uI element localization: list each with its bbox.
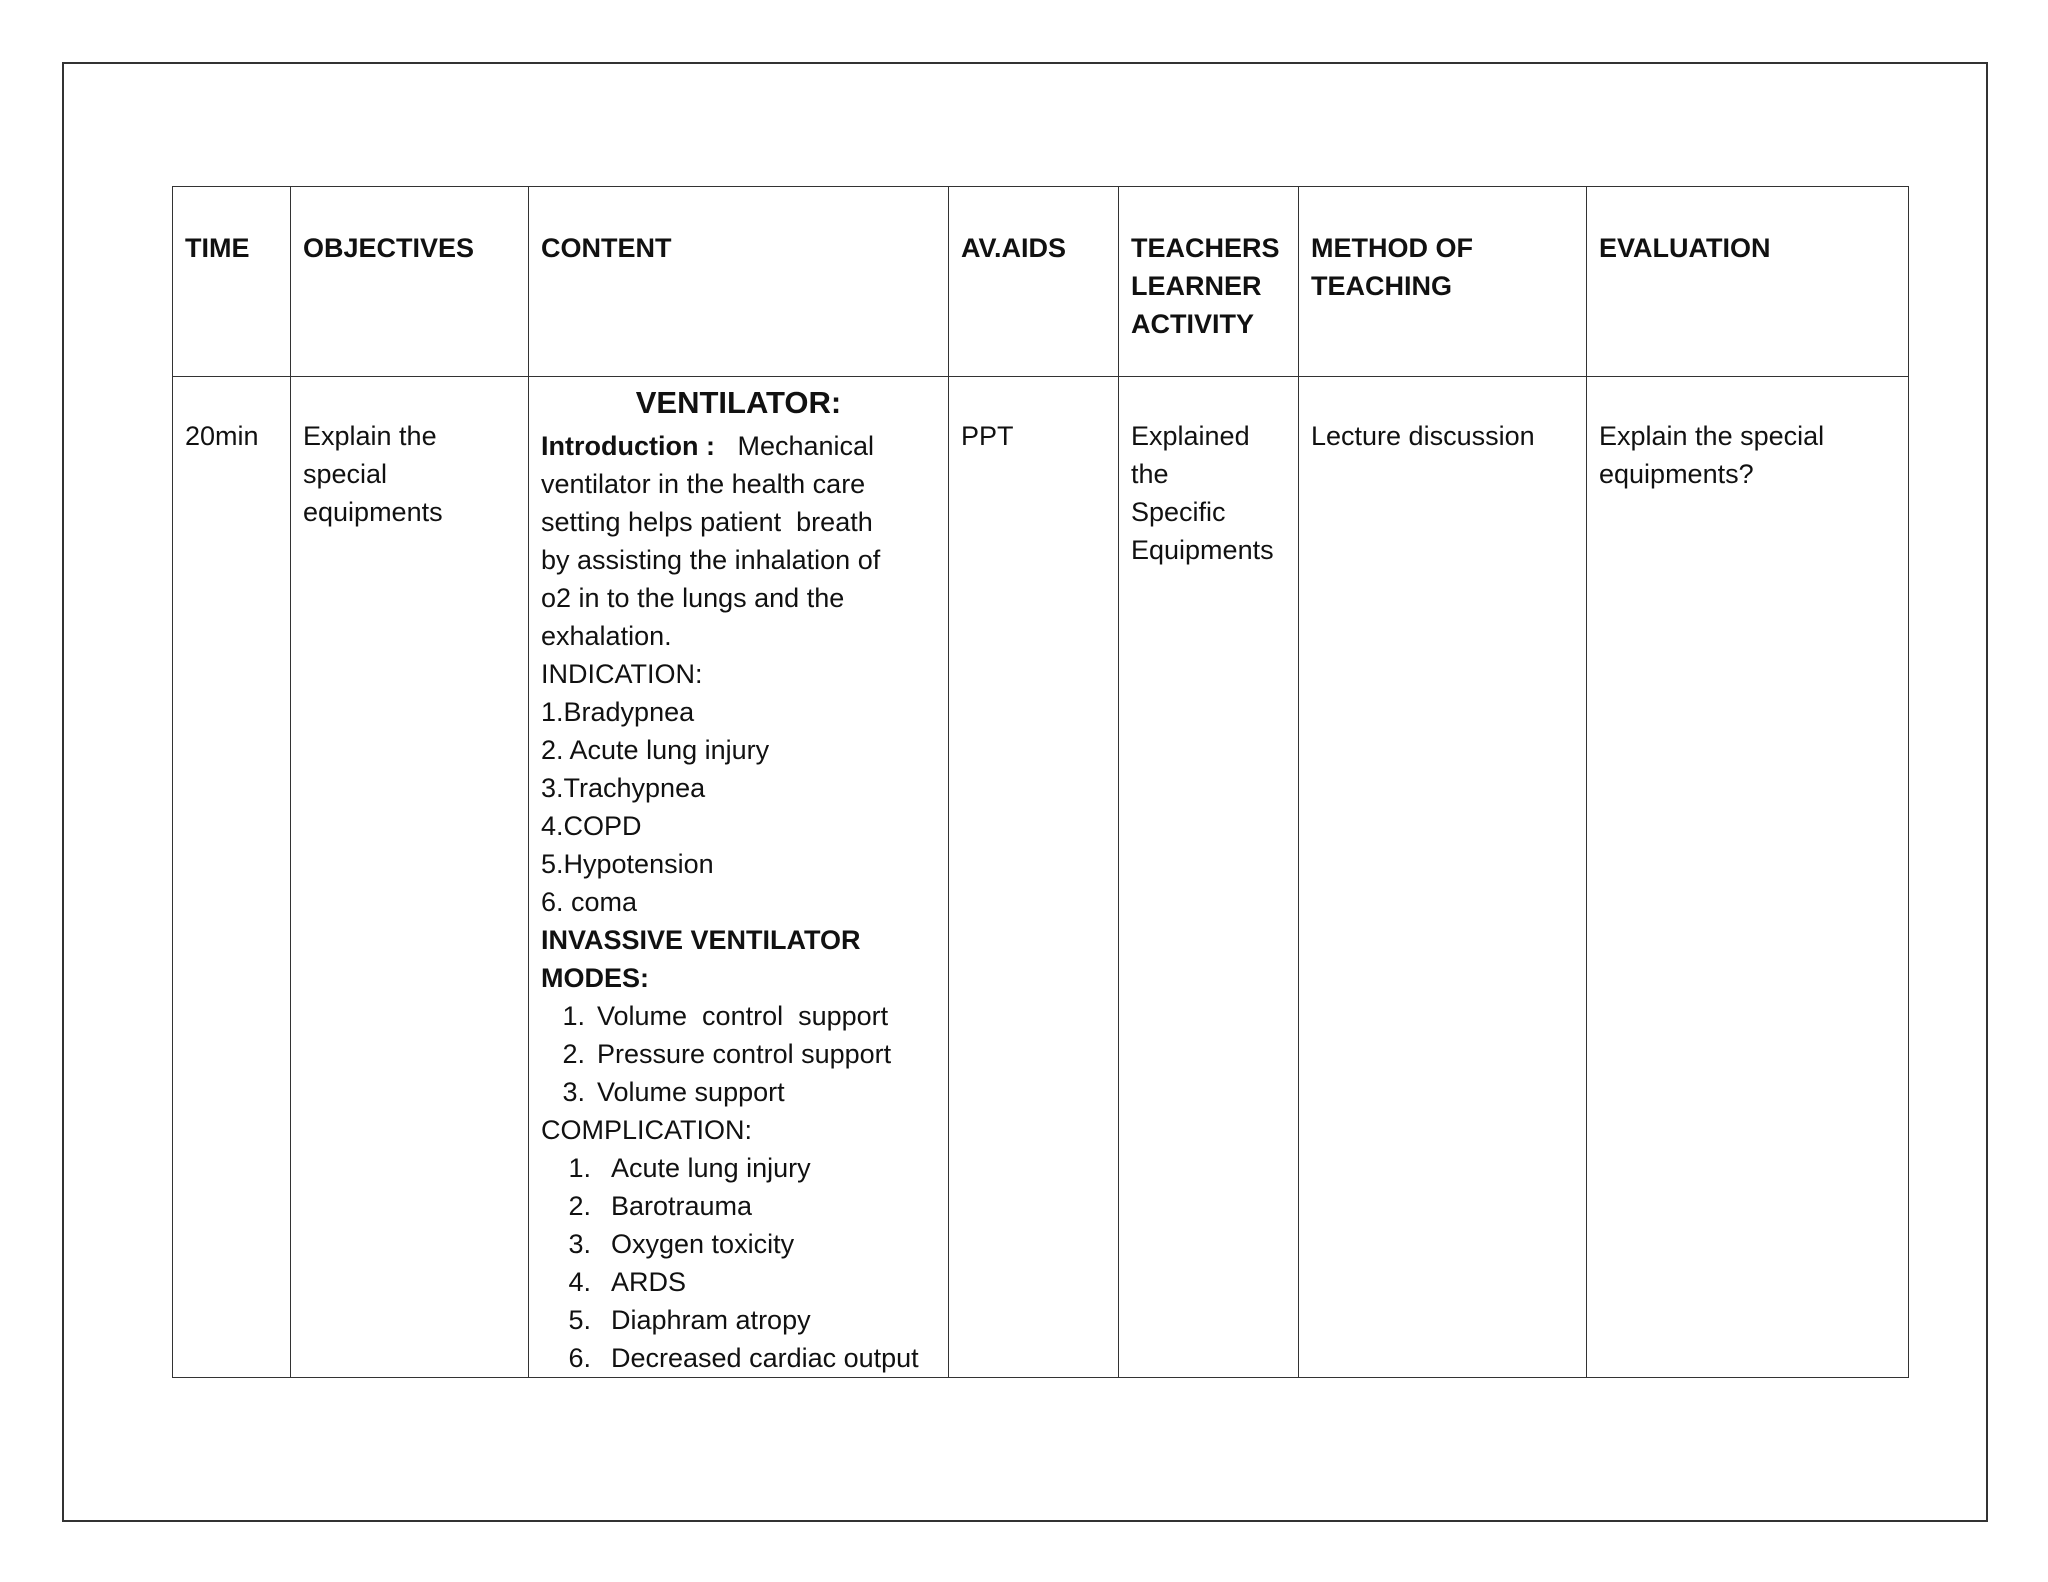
modes-list: [541, 997, 936, 1111]
intro-line: Mechanical: [737, 431, 875, 461]
modes-heading: MODES:: [541, 963, 649, 993]
activity-line: Explained: [1131, 421, 1250, 451]
header-method-line: TEACHING: [1311, 271, 1452, 301]
content-title: VENTILATOR:: [635, 385, 842, 420]
indication-item: 4.COPD: [541, 811, 642, 841]
header-time: TIME: [173, 187, 291, 377]
header-activity-line: TEACHERS: [1131, 233, 1280, 263]
header-evaluation: EVALUATION: [1587, 187, 1909, 377]
indication-item: 3.Trachypnea: [541, 773, 706, 803]
activity-line: the: [1131, 459, 1169, 489]
indication-item: 1.Bradypnea: [541, 697, 695, 727]
list-item: 1. Acute lung injury: [568, 1153, 811, 1183]
cell-evaluation: [1587, 377, 1909, 1378]
intro-line: setting helps patient breath: [541, 507, 873, 537]
cell-objectives: [291, 377, 529, 1378]
list-item: 3. Volume support: [562, 1077, 785, 1107]
objective-line: Explain the: [303, 421, 437, 451]
modes-heading: INVASSIVE VENTILATOR: [541, 925, 861, 955]
objective-line: equipments: [303, 497, 443, 527]
complication-heading: COMPLICATION:: [541, 1115, 753, 1145]
intro-first-line: [541, 427, 936, 465]
indication-item: 2. Acute lung injury: [541, 735, 770, 765]
header-av-aids: AV.AIDS: [949, 187, 1119, 377]
intro-line: exhalation.: [541, 621, 672, 651]
header-objectives: OBJECTIVES: [291, 187, 529, 377]
list-item: 5. Diaphram atropy: [568, 1305, 811, 1335]
intro-line: ventilator in the health care: [541, 469, 866, 499]
cell-time: [173, 377, 291, 1378]
header-teachers-learner-activity: [1119, 187, 1299, 377]
header-row: [173, 187, 1909, 377]
list-item: 3. Oxygen toxicity: [568, 1229, 795, 1259]
lesson-plan-table: [172, 186, 1909, 1378]
evaluation-line: Explain the special: [1599, 421, 1825, 451]
indication-item: 5.Hypotension: [541, 849, 714, 879]
indication-item: 6. coma: [541, 887, 638, 917]
objective-line: special: [303, 459, 388, 489]
header-activity-line: LEARNER: [1131, 271, 1262, 301]
method-value: Lecture discussion: [1311, 421, 1535, 451]
activity-line: Equipments: [1131, 535, 1274, 565]
header-method-line: METHOD OF: [1311, 233, 1473, 263]
table-row: [173, 377, 1909, 1378]
indication-heading: INDICATION:: [541, 659, 703, 689]
cell-activity: [1119, 377, 1299, 1378]
list-item: 2. Pressure control support: [562, 1039, 892, 1069]
header-content: CONTENT: [529, 187, 949, 377]
intro-line: by assisting the inhalation of: [541, 545, 881, 575]
cell-content: [529, 377, 949, 1378]
list-item: 1. Volume control support: [562, 1001, 889, 1031]
time-value: 20min: [185, 421, 259, 451]
header-activity-line: ACTIVITY: [1131, 309, 1255, 339]
activity-line: Specific: [1131, 497, 1226, 527]
header-method-of-teaching: [1299, 187, 1587, 377]
av-aids-value: PPT: [961, 421, 1014, 451]
complications-list: [541, 1149, 936, 1377]
cell-method: [1299, 377, 1587, 1378]
list-item: 2. Barotrauma: [568, 1191, 753, 1221]
cell-av-aids: [949, 377, 1119, 1378]
list-item: 4. ARDS: [568, 1267, 687, 1297]
intro-line: o2 in to the lungs and the: [541, 583, 845, 613]
evaluation-line: equipments?: [1599, 459, 1754, 489]
intro-label: Introduction :: [541, 431, 715, 461]
list-item: 6. Decreased cardiac output: [568, 1343, 919, 1373]
